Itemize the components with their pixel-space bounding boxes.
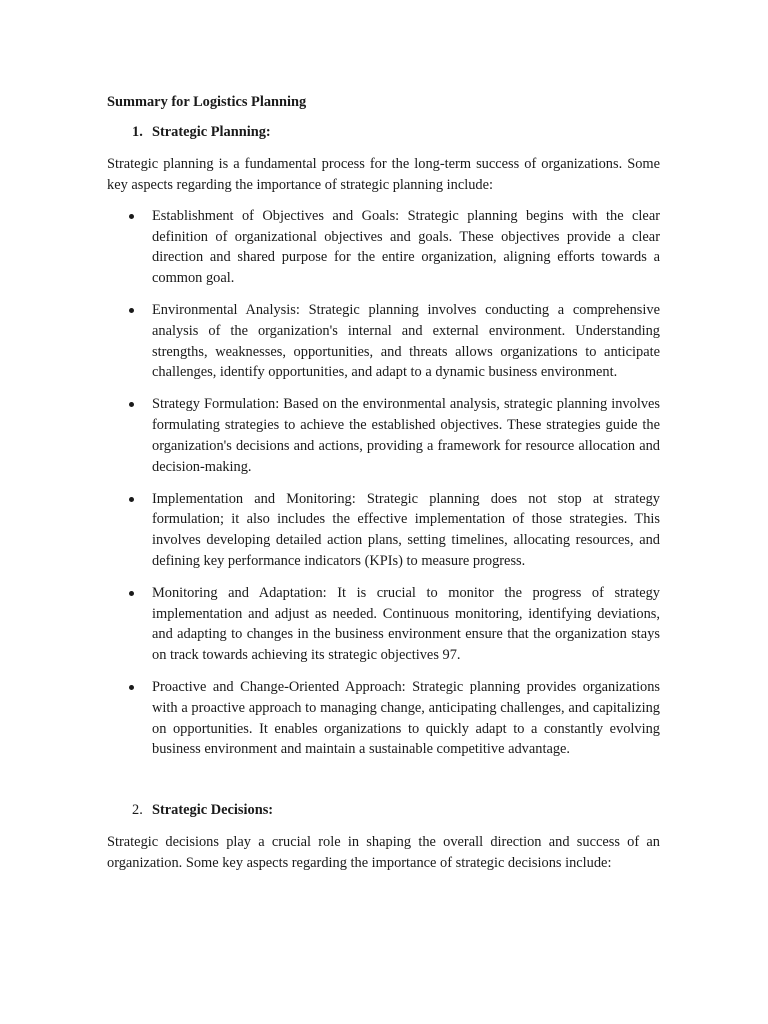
bullet-icon	[129, 214, 134, 219]
section-spacer	[107, 772, 660, 800]
document-page	[107, 92, 660, 884]
list-item-text: Establishment of Objectives and Goals: Strategic planning begins with the clear definition of organizational objectives and goals. These objectives provide a clear direction and shared purpose for the entire organization, aligning efforts towards a common goal.	[152, 207, 660, 286]
section-title: Strategic Decisions:	[152, 801, 274, 818]
list-item	[107, 206, 660, 289]
list-item-text: Proactive and Change-Oriented Approach: Strategic planning provides organizations with a proactive approach to managing change, anticipating challenges, and capitalizing on opportunities. It enables organizations to quickly adapt to a constantly evolving business environment and maintain a sustainable competitive advantage.	[152, 679, 660, 758]
list-item	[107, 394, 660, 477]
list-item-text: Implementation and Monitoring: Strategic planning does not stop at strategy formulation; it also includes the effective implementation of those strategies. This involves developing detailed action plans, setting timelines, allocating resources, and defining key performance indicators (KPIs) to measure progress.	[152, 490, 660, 569]
document-title: Summary for Logistics Planning	[107, 94, 307, 110]
list-item-text: Monitoring and Adaptation: It is crucial to monitor the progress of strategy implementation and adjust as needed. Continuous monitoring, identifying deviations, and adapting to changes in the business environment ensure that the organization stays on track towards achieving its strategic objectives 97.	[152, 585, 660, 664]
section-title: Strategic Planning:	[152, 123, 271, 140]
bullet-icon	[129, 308, 134, 313]
bullet-icon	[129, 685, 134, 690]
list-item	[107, 677, 660, 760]
list-item	[107, 300, 660, 383]
bullet-list	[107, 206, 660, 760]
bullet-icon	[129, 591, 134, 596]
section-heading-2	[107, 800, 660, 821]
section-number: 1.	[132, 123, 143, 140]
list-item	[107, 583, 660, 666]
section-number: 2.	[132, 801, 143, 818]
list-item-text: Environmental Analysis: Strategic planning involves conducting a comprehensive analysis of the organization's internal and external environment. Understanding strengths, weaknesses, opportunities, and threats allows organizations to anticipate challenges, identify opportunities, and adapt to a dynamic business environment.	[152, 302, 660, 381]
bullet-icon	[129, 402, 134, 407]
list-item-text: Strategy Formulation: Based on the environmental analysis, strategic planning involves formulating strategies to achieve the established objectives. These strategies guide the organization's decisions and actions, providing a framework for resource allocation and decision-making.	[152, 396, 660, 475]
section-heading-1	[107, 122, 660, 143]
list-item	[107, 489, 660, 572]
bullet-icon	[129, 497, 134, 502]
section-intro-paragraph: Strategic decisions play a crucial role in shaping the overall direction and success of an organization. Some key aspects regarding the importance of strategic decisions include:	[107, 834, 660, 872]
section-intro-paragraph: Strategic planning is a fundamental process for the long-term success of organizations. Some key aspects regarding the importance of strategic planning include:	[107, 156, 660, 194]
